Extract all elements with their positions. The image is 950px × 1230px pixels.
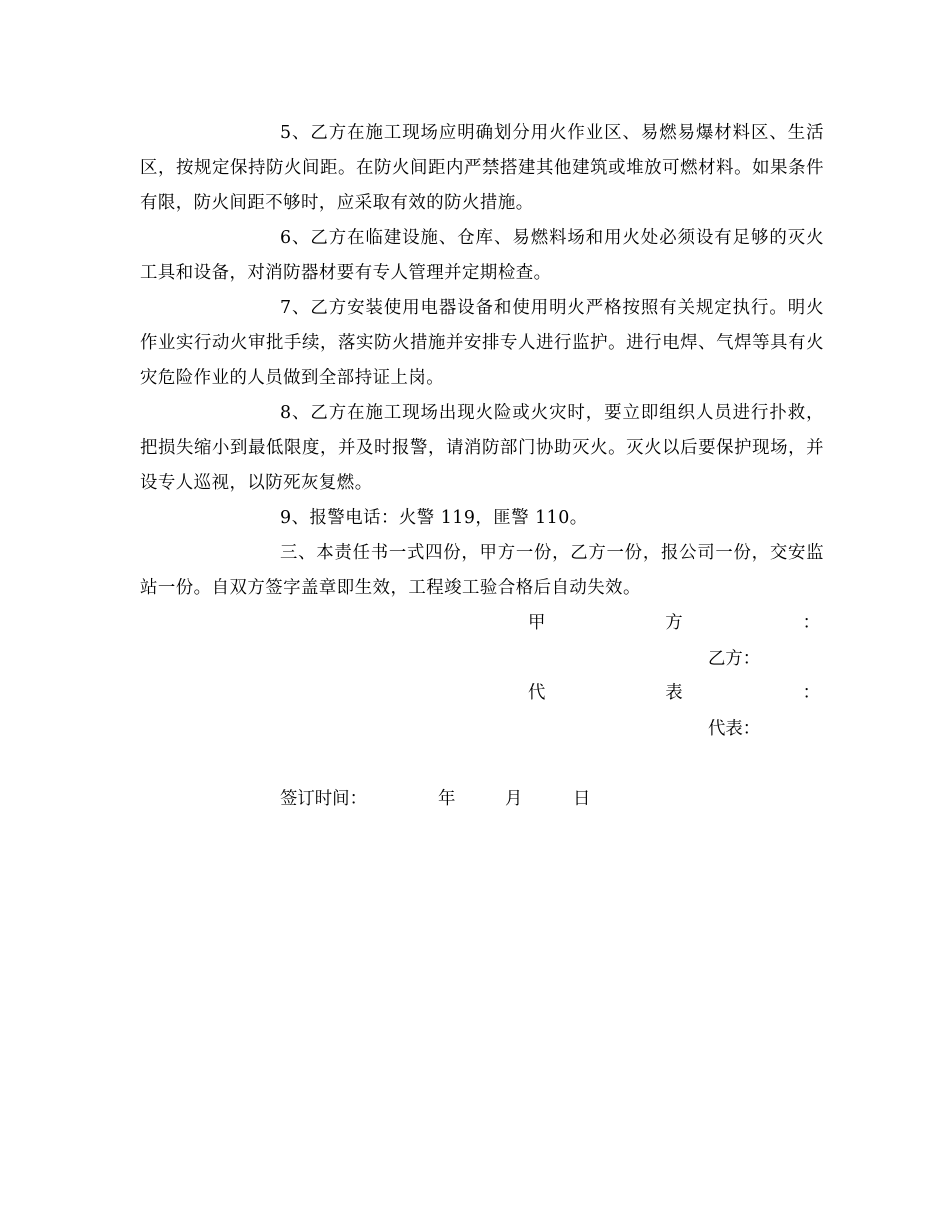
section-three-copies: 三、本责任书一式四份，甲方一份，乙方一份，报公司一份，交安监站一份。自双方签字盖章即生效，工程竣工验合格后自动失效。 xyxy=(140,543,824,598)
party-a-representative-line xyxy=(528,676,820,711)
party-b-representative-line: 代表： xyxy=(708,719,761,739)
signing-date-label: 签订时间： xyxy=(280,789,367,809)
party-a-signature-line xyxy=(528,606,820,641)
document-body xyxy=(140,116,824,606)
rep-a-char-2: 表 xyxy=(665,683,683,703)
rep-a-char-1: 代 xyxy=(528,683,546,703)
clause-5: 5、乙方在施工现场应明确划分用火作业区、易燃易爆材料区、生活区，按规定保持防火间距。在防火间距内严禁搭建其他建筑或堆放可燃材料。如果条件有限，防火间距不够时，应采取有效的防火措施。 xyxy=(140,123,824,213)
year-label: 年 xyxy=(438,789,456,809)
rep-a-colon: ： xyxy=(802,683,820,703)
party-a-colon: ： xyxy=(802,613,820,633)
signing-date-line xyxy=(280,782,590,817)
party-a-char-1: 甲 xyxy=(528,613,546,633)
clause-7: 7、乙方安装使用电器设备和使用明火严格按照有关规定执行。明火作业实行动火审批手续，落实防火措施并安排专人进行监护。进行电焊、气焊等具有火灾危险作业的人员做到全部持证上岗。 xyxy=(140,298,824,388)
party-a-char-2: 方 xyxy=(665,613,683,633)
month-label: 月 xyxy=(505,789,523,809)
clause-9-emergency-phone: 9、报警电话：火警 119，匪警 110。 xyxy=(280,508,588,528)
day-label: 日 xyxy=(573,789,591,809)
clause-6: 6、乙方在临建设施、仓库、易燃料场和用火处必须设有足够的灭火工具和设备，对消防器材要有专人管理并定期检查。 xyxy=(140,228,824,283)
party-b-signature-line: 乙方： xyxy=(708,649,761,669)
clause-8: 8、乙方在施工现场出现火险或火灾时，要立即组织人员进行扑救，把损失缩小到最低限度，并及时报警，请消防部门协助灭火。灭火以后要保护现场，并设专人巡视，以防死灰复燃。 xyxy=(140,403,824,493)
